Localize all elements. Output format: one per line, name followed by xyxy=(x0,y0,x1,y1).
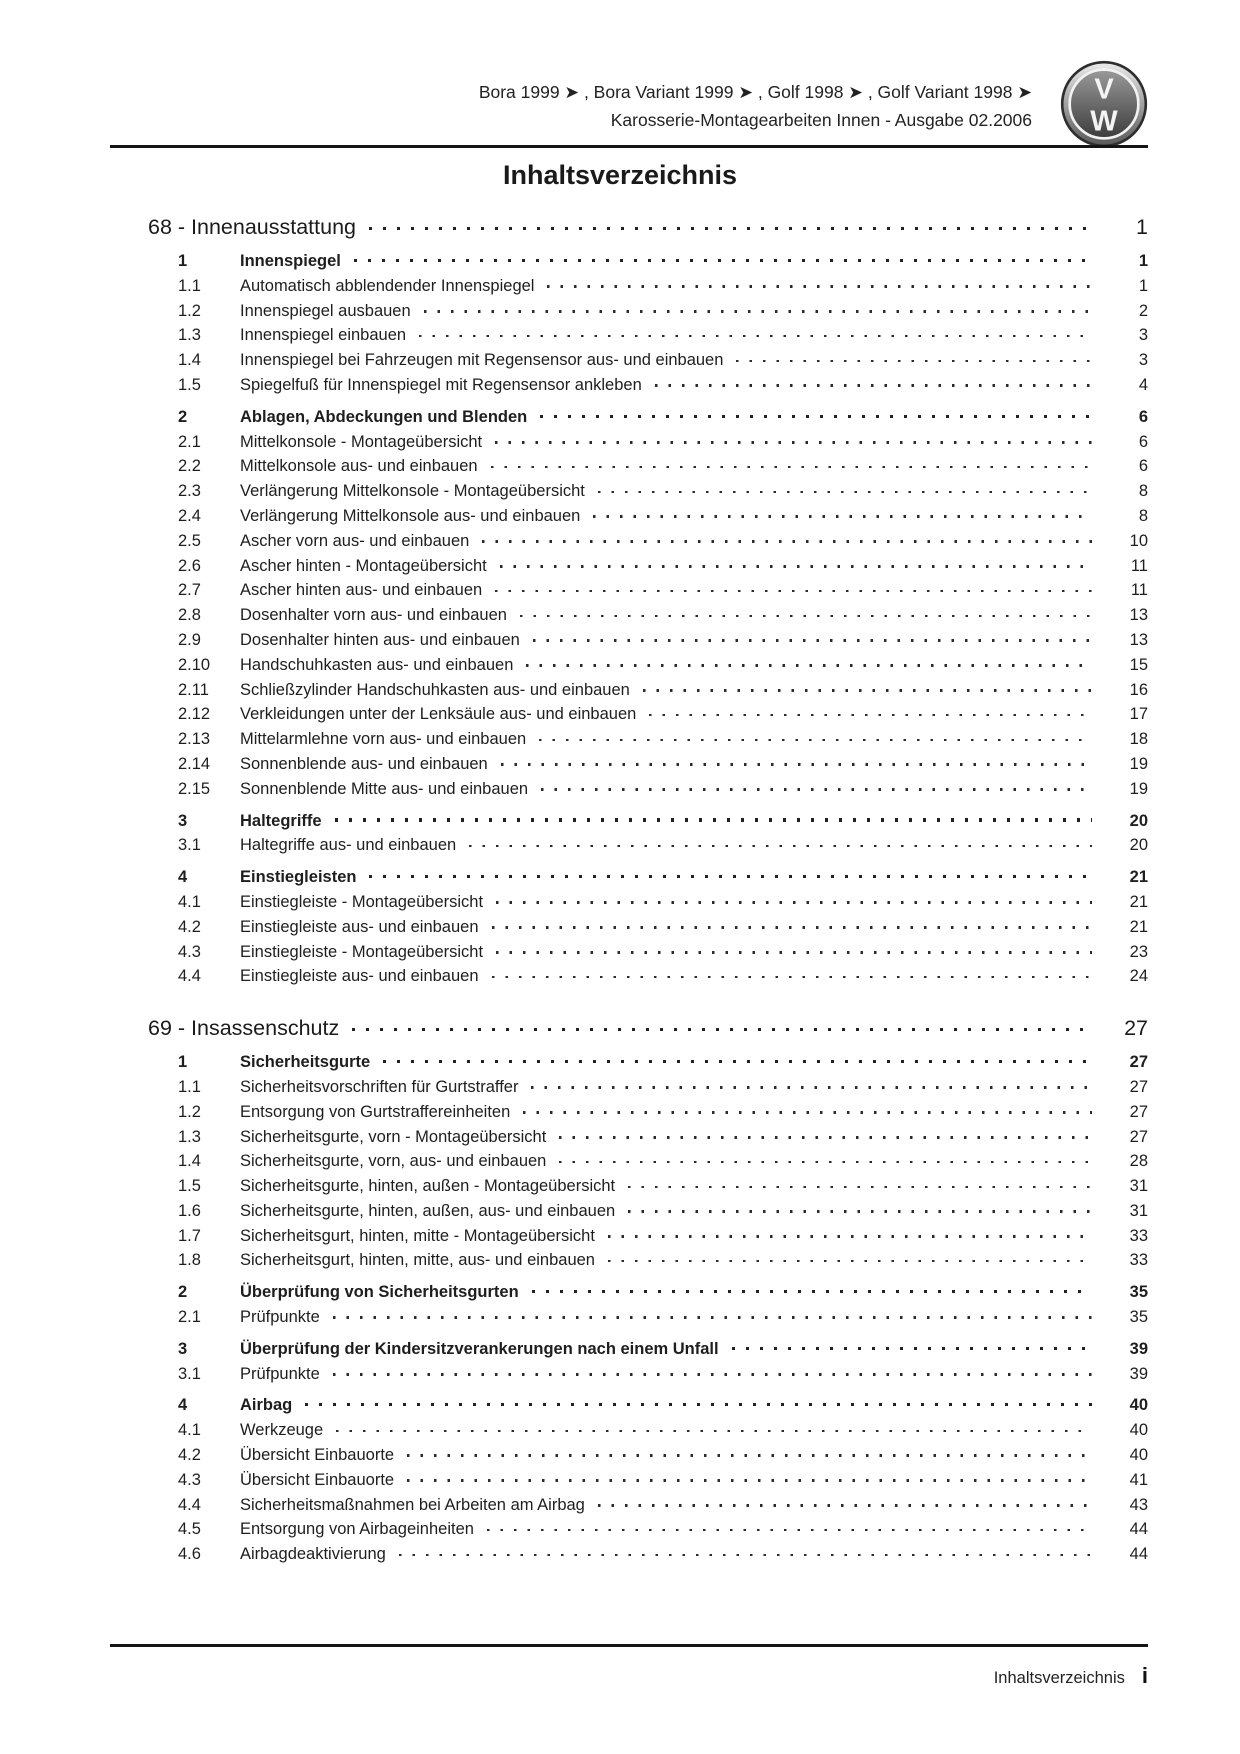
entry-number: 2 xyxy=(178,1283,188,1302)
entry-title: Haltegriffe aus- und einbauen xyxy=(240,836,457,855)
entry-number: 4.1 xyxy=(178,892,201,911)
entry-number: 4.5 xyxy=(178,1520,201,1539)
entry-number: 1.4 xyxy=(178,351,201,370)
entry-page-number: 39 xyxy=(1129,1364,1148,1383)
entry-title: Übersicht Einbauorte xyxy=(240,1446,395,1465)
toc-entry xyxy=(148,504,1148,529)
entry-page-number: 40 xyxy=(1129,1396,1148,1415)
entry-page-number: 6 xyxy=(1138,407,1148,426)
toc-entry xyxy=(148,299,1148,324)
toc-entry xyxy=(148,1337,1148,1362)
entry-page-number: 18 xyxy=(1129,730,1148,749)
entry-page-number: 27 xyxy=(1129,1102,1148,1121)
entry-page-number: 43 xyxy=(1129,1495,1148,1514)
entry-page-number: 27 xyxy=(1129,1127,1148,1146)
entry-page-number: 27 xyxy=(1129,1077,1148,1096)
toc-entry xyxy=(148,1224,1148,1249)
entry-number: 4.3 xyxy=(178,1470,201,1489)
toc-entry xyxy=(148,653,1148,678)
entry-title: Verlängerung Mittelkonsole aus- und einbauen xyxy=(240,506,581,525)
entry-number: 2.14 xyxy=(178,754,211,773)
toc-entry xyxy=(148,1199,1148,1224)
entry-title: Sicherheitsgurt, hinten, mitte - Montageübersicht xyxy=(240,1226,595,1245)
entry-number: 2.4 xyxy=(178,506,201,525)
entry-number: 4.4 xyxy=(178,1495,201,1514)
entry-title: Mittelarmlehne vorn aus- und einbauen xyxy=(240,730,527,749)
entry-title: Sicherheitsgurt, hinten, mitte, aus- und einbauen xyxy=(240,1251,595,1270)
toc-entry xyxy=(148,940,1148,965)
toc-entry xyxy=(148,1493,1148,1518)
entry-number: 1.1 xyxy=(178,276,201,295)
entry-title: Überprüfung von Sicherheitsgurten xyxy=(240,1283,519,1302)
entry-title: Spiegelfuß für Innenspiegel mit Regensensor ankleben xyxy=(240,375,642,394)
entry-title: Innenspiegel xyxy=(240,252,341,270)
entry-title: Dosenhalter hinten aus- und einbauen xyxy=(240,630,520,649)
entry-page-number: 6 xyxy=(1138,432,1148,451)
entry-title: Handschuhkasten aus- und einbauen xyxy=(240,655,514,674)
entry-number: 4 xyxy=(178,868,188,887)
entry-title: Sonnenblende aus- und einbauen xyxy=(240,754,488,773)
entry-number: 1 xyxy=(178,252,188,270)
entry-page-number: 11 xyxy=(1130,581,1148,600)
header-divider xyxy=(110,145,1148,148)
entry-title: Mittelkonsole - Montageübersicht xyxy=(240,432,483,451)
vw-logo-icon xyxy=(1060,60,1148,148)
toc-entry xyxy=(148,915,1148,940)
entry-number: 4.2 xyxy=(178,917,201,936)
entry-page-number: 21 xyxy=(1129,892,1148,911)
entry-page-number: 23 xyxy=(1129,942,1148,961)
entry-page-number: 39 xyxy=(1129,1339,1148,1358)
entry-title: Prüfpunkte xyxy=(240,1364,320,1383)
entry-page-number: 31 xyxy=(1129,1177,1148,1196)
entry-page-number: 28 xyxy=(1129,1152,1148,1171)
entry-title: Sicherheitsgurte, hinten, außen - Montageübersicht xyxy=(240,1177,616,1196)
entry-title: Automatisch abblendender Innenspiegel xyxy=(240,276,535,295)
entry-title: Ascher hinten - Montageübersicht xyxy=(240,556,487,575)
entry-title: Innenspiegel ausbauen xyxy=(240,301,411,320)
entry-title: Sicherheitsgurte, hinten, außen, aus- und einbauen xyxy=(240,1201,616,1220)
entry-page-number: 3 xyxy=(1138,351,1148,370)
entry-page-number: 21 xyxy=(1129,917,1148,936)
toc-entry xyxy=(148,1517,1148,1542)
entry-title: Ascher hinten aus- und einbauen xyxy=(240,581,483,600)
entry-page-number: 20 xyxy=(1129,836,1148,855)
entry-number: 2.9 xyxy=(178,630,201,649)
toc-entry xyxy=(148,702,1148,727)
entry-page-number: 24 xyxy=(1129,967,1148,986)
entry-number: 1 xyxy=(178,1053,188,1072)
entry-page-number: 16 xyxy=(1129,680,1148,699)
entry-number: 2 xyxy=(178,407,188,426)
entry-number: 3 xyxy=(178,811,188,830)
entry-number: 4.4 xyxy=(178,967,201,986)
toc-entry xyxy=(148,833,1148,858)
toc-entry xyxy=(148,529,1148,554)
entry-title: Haltegriffe xyxy=(240,811,322,830)
entry-title: Verlängerung Mittelkonsole - Montageübersicht xyxy=(240,482,585,501)
entry-title: Airbagdeaktivierung xyxy=(240,1545,386,1564)
entry-page-number: 11 xyxy=(1130,556,1148,575)
entry-number: 1.2 xyxy=(178,301,201,320)
entry-number: 1.2 xyxy=(178,1102,201,1121)
entry-title: Überprüfung der Kindersitzverankerungen nach einem Unfall xyxy=(240,1339,719,1358)
entry-page-number: 21 xyxy=(1129,868,1148,887)
entry-number: 2.1 xyxy=(178,1308,201,1327)
entry-page-number: 40 xyxy=(1129,1421,1148,1440)
entry-number: 2.13 xyxy=(178,730,211,749)
entry-page-number: 33 xyxy=(1129,1251,1148,1270)
toc-entry xyxy=(148,1174,1148,1199)
entry-number: 1.5 xyxy=(178,1177,201,1196)
entry-title: Sicherheitsgurte, vorn, aus- und einbauen xyxy=(240,1152,547,1171)
footer-page-number: i xyxy=(1141,1663,1148,1688)
entry-page-number: 40 xyxy=(1129,1446,1148,1465)
entry-title: Sicherheitsmaßnahmen bei Arbeiten am Airbag xyxy=(240,1495,585,1514)
entry-title: Dosenhalter vorn aus- und einbauen xyxy=(240,606,507,625)
toc-entry xyxy=(148,249,1148,274)
entry-title: Airbag xyxy=(240,1396,293,1415)
toc-entry xyxy=(148,1125,1148,1150)
entry-page-number: 35 xyxy=(1129,1283,1148,1302)
page-title: Inhaltsverzeichnis xyxy=(502,160,738,190)
entry-title: Sicherheitsgurte, vorn - Montageübersicht xyxy=(240,1127,547,1146)
entry-page-number: 35 xyxy=(1129,1308,1148,1327)
entry-page-number: 15 xyxy=(1129,655,1148,674)
entry-page-number: 1 xyxy=(1138,252,1148,270)
entry-number: 1.6 xyxy=(178,1201,201,1220)
document-header xyxy=(110,78,1032,134)
toc-entry xyxy=(148,865,1148,890)
entry-number: 3.1 xyxy=(178,1364,201,1383)
toc-chapter-heading xyxy=(148,212,1148,242)
entry-page-number: 4 xyxy=(1138,375,1148,394)
toc-entry xyxy=(148,1100,1148,1125)
toc-entry xyxy=(148,603,1148,628)
toc-entry xyxy=(148,1248,1148,1273)
entry-title: Verkleidungen unter der Lenksäule aus- und einbauen xyxy=(240,705,637,724)
toc-entry xyxy=(148,678,1148,703)
toc-entry xyxy=(148,1050,1148,1075)
toc-entry xyxy=(148,554,1148,579)
entry-number: 2.7 xyxy=(178,581,201,600)
entry-number: 2.1 xyxy=(178,432,201,451)
entry-title: Einstiegleisten xyxy=(240,868,357,887)
entry-page-number: 44 xyxy=(1129,1520,1148,1539)
entry-number: 1.3 xyxy=(178,326,201,345)
toc-entry xyxy=(148,809,1148,834)
toc-entry xyxy=(148,727,1148,752)
entry-title: Sonnenblende Mitte aus- und einbauen xyxy=(240,779,529,798)
toc-entry xyxy=(148,1443,1148,1468)
entry-page-number: 31 xyxy=(1129,1201,1148,1220)
toc-entry xyxy=(148,777,1148,802)
entry-page-number: 41 xyxy=(1129,1470,1148,1489)
toc-entry xyxy=(148,890,1148,915)
toc-entry xyxy=(148,1542,1148,1567)
entry-number: 4.6 xyxy=(178,1545,201,1564)
entry-page-number: 19 xyxy=(1129,779,1148,798)
entry-page-number: 13 xyxy=(1129,630,1148,649)
entry-title: Sicherheitsvorschriften für Gurtstraffer xyxy=(240,1077,519,1096)
entry-number: 1.8 xyxy=(178,1251,201,1270)
entry-title: Einstiegleiste - Montageübersicht xyxy=(240,942,484,961)
chapter-page-number: 1 xyxy=(1136,215,1148,239)
entry-title: Ablagen, Abdeckungen und Blenden xyxy=(240,407,528,426)
entry-page-number: 8 xyxy=(1138,482,1148,501)
entry-title: Schließzylinder Handschuhkasten aus- und einbauen xyxy=(240,680,630,699)
entry-number: 2.2 xyxy=(178,457,201,476)
toc-chapter-heading xyxy=(148,1013,1148,1043)
entry-page-number: 27 xyxy=(1129,1053,1148,1072)
entry-number: 1.1 xyxy=(178,1077,201,1096)
entry-title: Übersicht Einbauorte xyxy=(240,1470,395,1489)
toc-entry xyxy=(148,1280,1148,1305)
entry-number: 2.10 xyxy=(178,655,211,674)
entry-page-number: 3 xyxy=(1138,326,1148,345)
toc-entry xyxy=(148,348,1148,373)
toc-entry xyxy=(148,628,1148,653)
entry-title: Mittelkonsole aus- und einbauen xyxy=(240,457,478,476)
toc-entry xyxy=(148,454,1148,479)
entry-page-number: 8 xyxy=(1138,506,1148,525)
toc-entry xyxy=(148,752,1148,777)
entry-title: Sicherheitsgurte xyxy=(240,1053,371,1072)
chapter-label: 69 - Insassenschutz xyxy=(148,1016,340,1041)
entry-number: 1.3 xyxy=(178,1127,201,1146)
toc-entry xyxy=(148,1468,1148,1493)
toc-entry xyxy=(148,373,1148,398)
entry-number: 4.3 xyxy=(178,942,201,961)
entry-title: Entsorgung von Airbageinheiten xyxy=(240,1520,474,1539)
document-footer xyxy=(110,1644,1148,1689)
chapter-label: 68 - Innenausstattung xyxy=(148,215,356,239)
toc-entry xyxy=(148,405,1148,430)
entry-number: 2.11 xyxy=(178,680,209,699)
entry-title: Innenspiegel einbauen xyxy=(240,326,407,345)
entry-page-number: 17 xyxy=(1129,705,1148,724)
toc-entry xyxy=(148,1418,1148,1443)
entry-page-number: 1 xyxy=(1138,276,1148,295)
entry-number: 4.1 xyxy=(178,1421,201,1440)
footer-label: Inhaltsverzeichnis xyxy=(993,1669,1125,1687)
entry-number: 1.7 xyxy=(178,1226,201,1245)
chapter-page-number: 27 xyxy=(1124,1016,1148,1041)
toc xyxy=(148,212,1148,1567)
toc-entry xyxy=(148,1305,1148,1330)
entry-page-number: 2 xyxy=(1138,301,1148,320)
entry-number: 2.15 xyxy=(178,779,211,798)
entry-title: Prüfpunkte xyxy=(240,1308,320,1327)
toc-entry xyxy=(148,430,1148,455)
entry-title: Einstiegleiste - Montageübersicht xyxy=(240,892,484,911)
toc-entry xyxy=(148,323,1148,348)
toc-entry xyxy=(148,964,1148,989)
entry-page-number: 6 xyxy=(1138,457,1148,476)
toc-entry xyxy=(148,479,1148,504)
entry-number: 3.1 xyxy=(178,836,201,855)
entry-title: Werkzeuge xyxy=(240,1421,324,1440)
entry-title: Entsorgung von Gurtstraffereinheiten xyxy=(240,1102,511,1121)
entry-title: Innenspiegel bei Fahrzeugen mit Regensensor aus- und einbauen xyxy=(240,351,724,370)
toc-entry xyxy=(148,1075,1148,1100)
entry-title: Einstiegleiste aus- und einbauen xyxy=(240,967,479,986)
entry-number: 2.12 xyxy=(178,705,211,724)
entry-number: 2.5 xyxy=(178,531,201,550)
entry-page-number: 10 xyxy=(1129,531,1148,550)
header-models-line: Bora 1999 ➤ , Bora Variant 1999 ➤ , Golf 1998 ➤ , Golf Variant 1998 ➤ xyxy=(478,82,1032,102)
entry-page-number: 33 xyxy=(1129,1226,1148,1245)
entry-number: 1.4 xyxy=(178,1152,201,1171)
entry-number: 1.5 xyxy=(178,375,201,394)
entry-number: 3 xyxy=(178,1339,188,1358)
toc-entry xyxy=(148,1362,1148,1387)
entry-number: 4 xyxy=(178,1396,188,1415)
toc-entry xyxy=(148,1149,1148,1174)
entry-number: 2.3 xyxy=(178,482,201,501)
entry-number: 4.2 xyxy=(178,1446,201,1465)
entry-page-number: 20 xyxy=(1129,811,1148,830)
entry-number: 2.8 xyxy=(178,606,201,625)
toc-entry xyxy=(148,578,1148,603)
vw-logo-letter-v: V xyxy=(1094,73,1114,106)
entry-page-number: 13 xyxy=(1129,606,1148,625)
vw-logo-letter-w: W xyxy=(1090,105,1118,138)
entry-number: 2.6 xyxy=(178,556,201,575)
entry-title: Einstiegleiste aus- und einbauen xyxy=(240,917,479,936)
toc-entry xyxy=(148,274,1148,299)
entry-page-number: 19 xyxy=(1129,754,1148,773)
entry-title: Ascher vorn aus- und einbauen xyxy=(240,531,470,550)
toc-entry xyxy=(148,1393,1148,1418)
header-edition-line: Karosserie-Montagearbeiten Innen - Ausgabe 02.2006 xyxy=(610,110,1032,130)
entry-page-number: 44 xyxy=(1129,1545,1148,1564)
